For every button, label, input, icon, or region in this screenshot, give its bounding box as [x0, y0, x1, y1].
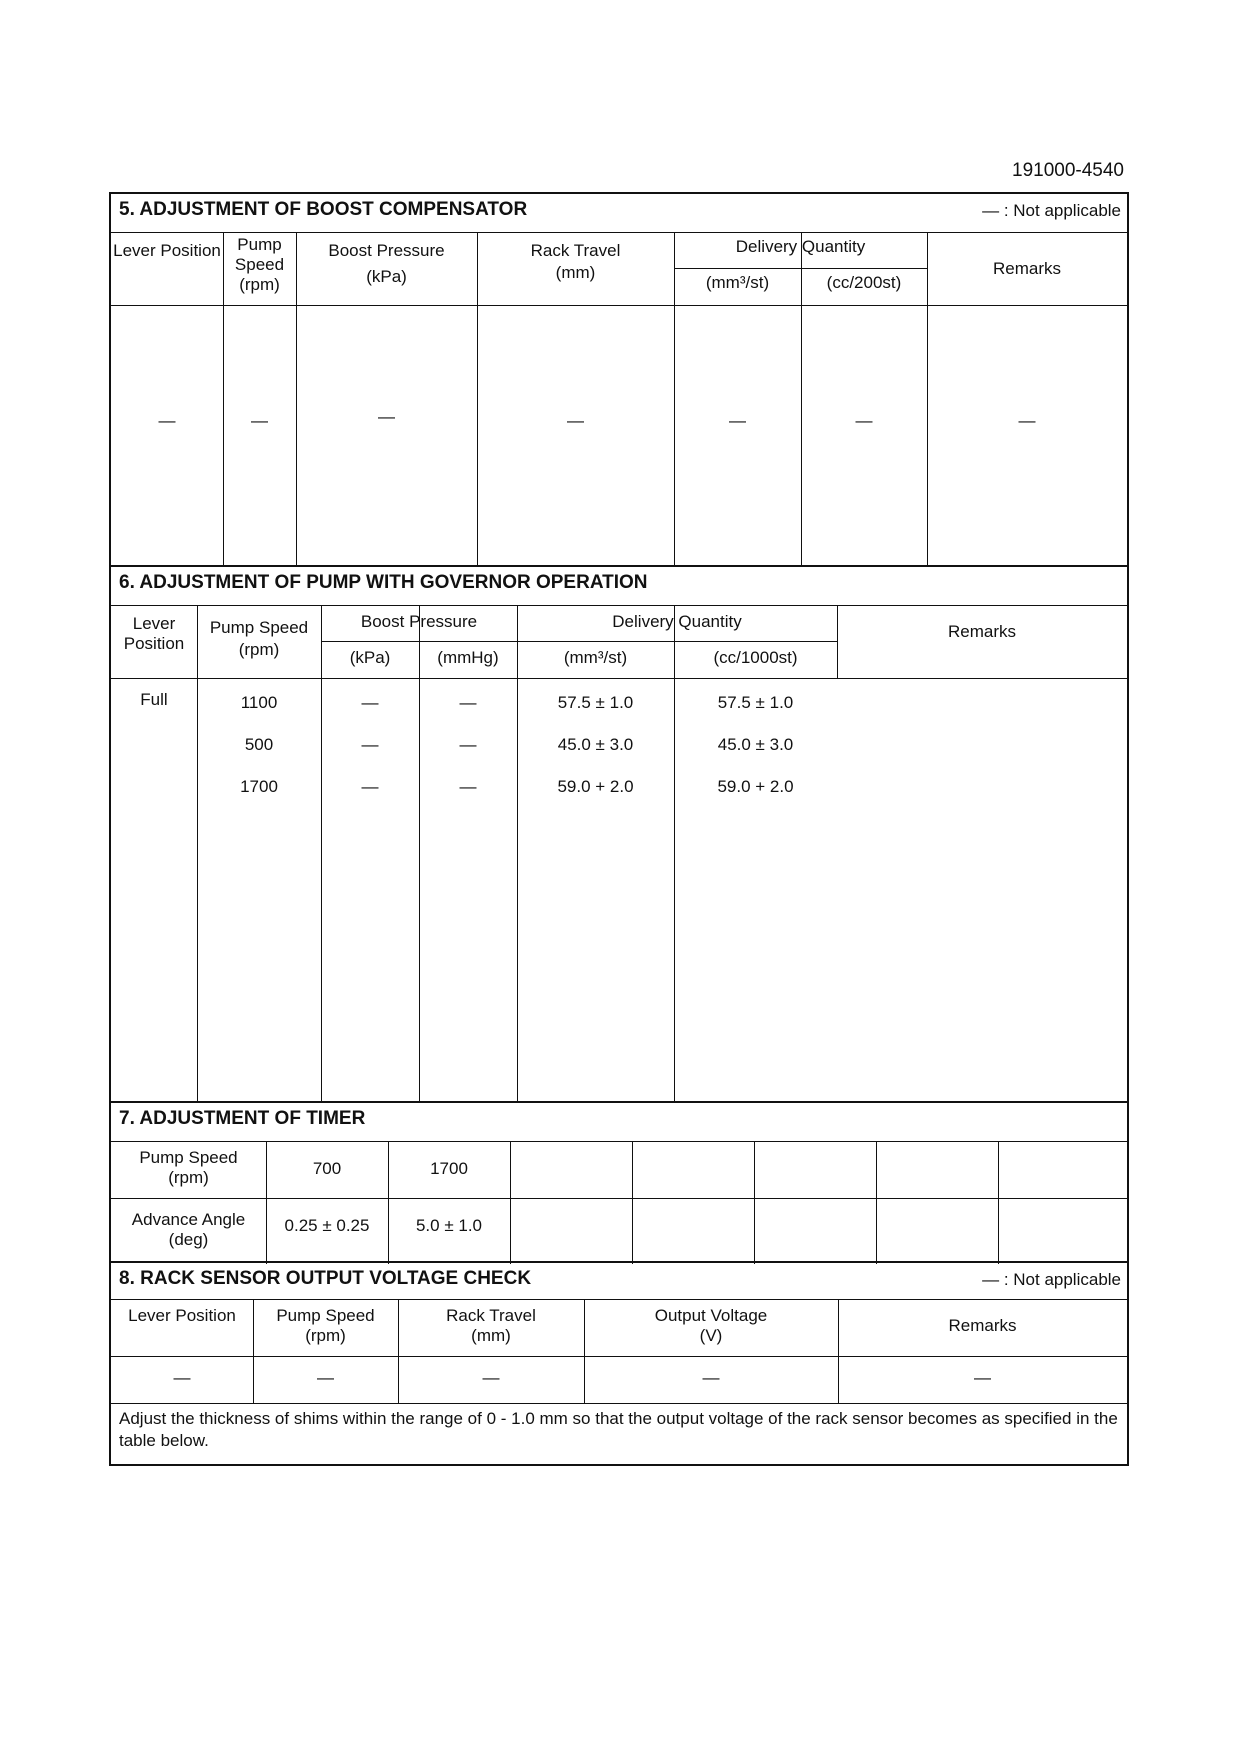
- s7-col-4: [632, 1142, 754, 1264]
- section7-table: [111, 1141, 1127, 1264]
- section5-title: [111, 194, 1127, 221]
- adjustment-sheet: [109, 192, 1129, 1466]
- s6-r2-mmhg: —: [459, 735, 477, 754]
- s6-r3-speed: 1700: [240, 777, 278, 796]
- s6-r2-speed: 500: [244, 735, 274, 754]
- s7-col-6: [876, 1142, 998, 1264]
- s5-col-remarks: [927, 233, 1127, 566]
- s8-val-lever: —: [173, 1368, 191, 1387]
- section6-title: 6. ADJUSTMENT OF PUMP WITH GOVERNOR OPERATION: [119, 572, 648, 593]
- s6-col-lever: [111, 606, 197, 1102]
- s7-angle-1: 0.25 ± 0.25: [284, 1216, 370, 1235]
- s5-val-boost: —: [378, 407, 395, 426]
- s5-h-remarks: Remarks: [992, 259, 1061, 278]
- s8-val-voltage: —: [702, 1368, 720, 1387]
- s8-val-remarks: —: [974, 1368, 991, 1387]
- s8-val-speed: —: [317, 1368, 334, 1387]
- s7-label-angle: Advance Angle (deg): [131, 1210, 246, 1249]
- s6-h-mmhg: (mmHg): [437, 648, 499, 667]
- s6-h-dq: Delivery Quantity: [612, 612, 742, 631]
- s7-speed-1: 700: [312, 1159, 342, 1178]
- s6-col-mm3: [517, 606, 674, 1102]
- section5-title-text: 5. ADJUSTMENT OF BOOST COMPENSATOR: [119, 199, 528, 220]
- s6-h-speed: Pump Speed: [209, 618, 309, 637]
- s6-h-dq-unit1: (mm³/st): [563, 648, 628, 667]
- s5-h-lever: Lever Position: [113, 241, 221, 260]
- s6-col-speed: [197, 606, 321, 1102]
- s6-val-lever: Full: [140, 690, 168, 709]
- s6-header-rule: [111, 678, 1127, 679]
- s5-h-speed: Pump Speed (rpm): [234, 235, 285, 294]
- s5-h-boost-unit: (kPa): [366, 267, 407, 286]
- section-rack-sensor: [111, 1261, 1127, 1466]
- s5-val-lever: —: [158, 411, 176, 430]
- s5-h-boost: Boost Pressure: [328, 241, 445, 260]
- s8-h-remarks: Remarks: [948, 1316, 1017, 1335]
- s5-val-dq2: —: [855, 411, 873, 430]
- s6-r3-mmhg: —: [459, 777, 477, 796]
- s8-h-speed: Pump Speed (rpm): [276, 1306, 375, 1345]
- s6-subrule: [321, 641, 837, 642]
- s6-h-lever: Lever Position: [123, 614, 185, 653]
- s8-header-rule: [111, 1356, 1127, 1357]
- s5-val-speed: —: [251, 411, 268, 430]
- s8-h-lever: Lever Position: [128, 1306, 236, 1325]
- s6-h-kpa: (kPa): [349, 648, 391, 667]
- s6-r1-speed: 1100: [240, 693, 278, 712]
- section8-title-text: 8. RACK SENSOR OUTPUT VOLTAGE CHECK: [119, 1268, 532, 1289]
- s6-r3-mm3: 59.0 + 2.0: [557, 777, 634, 796]
- section5-table: [111, 232, 1127, 566]
- s5-val-remarks: —: [1018, 411, 1036, 430]
- s6-h-boost: Boost Pressure: [360, 612, 478, 631]
- s5-h-rack-unit: (mm): [555, 263, 596, 282]
- section-governor-operation: [111, 565, 1127, 1101]
- s8-val-rack: —: [482, 1368, 500, 1387]
- s6-r1-cc: 57.5 ± 1.0: [717, 693, 794, 712]
- s6-r1-mm3: 57.5 ± 1.0: [557, 693, 634, 712]
- not-applicable-note-8: — : Not applicable: [982, 1270, 1121, 1289]
- s7-col-3: [510, 1142, 632, 1264]
- s5-val-dq1: —: [729, 411, 746, 430]
- s5-h-dq-unit2: (cc/200st): [826, 273, 902, 292]
- s5-h-dq-unit1: (mm³/st): [705, 273, 770, 292]
- section6-table: [111, 605, 1127, 1102]
- section8-note: Adjust the thickness of shims within the range of 0 - 1.0 mm so that the output voltage of the rack sensor becomes as specified in the table below.: [119, 1409, 1118, 1450]
- document-number: 191000-4540: [1012, 160, 1124, 181]
- not-applicable-note: — : Not applicable: [982, 201, 1121, 220]
- s6-r2-kpa: —: [361, 735, 379, 754]
- s7-label-speed: Pump Speed (rpm): [139, 1148, 238, 1187]
- s6-r1-kpa: —: [361, 693, 379, 712]
- s8-h-rack: Rack Travel (mm): [446, 1306, 536, 1345]
- s5-header-rule: [111, 305, 1127, 306]
- s6-col-kpa: [321, 606, 419, 1102]
- s8-h-voltage: Output Voltage (V): [654, 1306, 768, 1345]
- s6-h-speed-unit: (rpm): [238, 640, 280, 659]
- s7-col-7: [998, 1142, 1127, 1264]
- s7-row-rule: [111, 1198, 1127, 1199]
- s6-col-remarks-head: [837, 606, 1127, 678]
- s5-col-lever: [111, 233, 223, 566]
- s5-val-rack: —: [567, 411, 584, 430]
- s5-h-rack: Rack Travel: [530, 241, 621, 260]
- s6-h-remarks: Remarks: [947, 622, 1016, 641]
- s6-r2-mm3: 45.0 ± 3.0: [557, 735, 634, 754]
- s6-col-mmhg: [419, 606, 517, 1102]
- s7-angle-2: 5.0 ± 1.0: [415, 1216, 483, 1235]
- s5-dq-subrule: [674, 268, 927, 269]
- section-timer: [111, 1101, 1127, 1261]
- section8-title: [111, 1263, 1127, 1290]
- section8-note-box: [111, 1403, 1127, 1469]
- section7-title: 7. ADJUSTMENT OF TIMER: [119, 1108, 366, 1129]
- section8-table: [111, 1299, 1127, 1404]
- s7-speed-2: 1700: [430, 1159, 468, 1178]
- s6-r2-cc: 45.0 ± 3.0: [717, 735, 794, 754]
- s6-r1-mmhg: —: [459, 693, 477, 712]
- section-boost-compensator: [111, 194, 1127, 565]
- s6-r3-cc: 59.0 + 2.0: [717, 777, 794, 796]
- s6-col-cc: [674, 606, 837, 1102]
- s6-h-dq-unit2: (cc/1000st): [713, 648, 798, 667]
- s5-h-dq: Delivery Quantity: [735, 237, 866, 256]
- s7-col-5: [754, 1142, 876, 1264]
- s6-r3-kpa: —: [361, 777, 379, 796]
